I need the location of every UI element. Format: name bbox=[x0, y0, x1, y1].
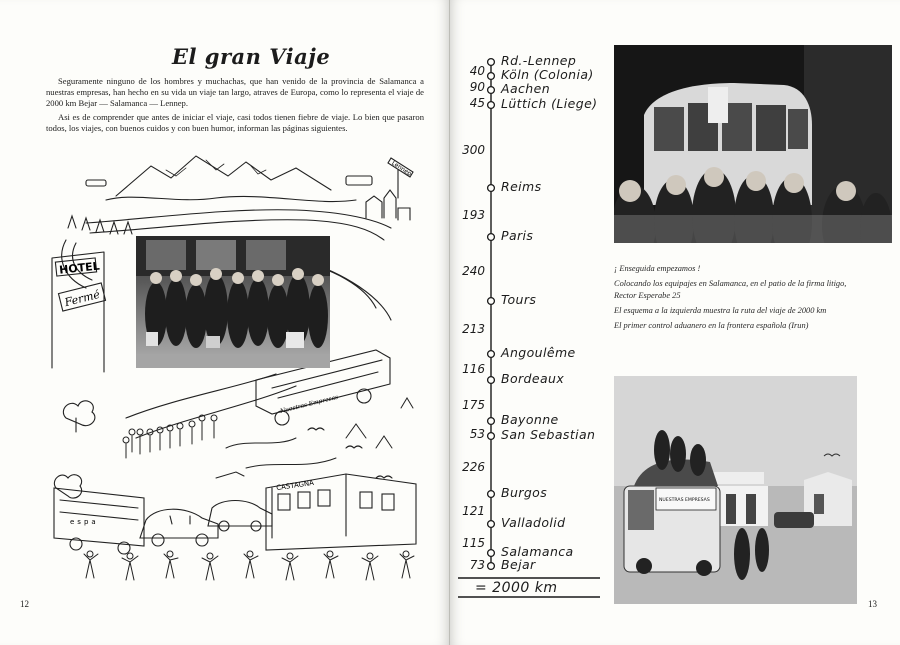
station-sign-text: CASTAGNA bbox=[275, 478, 315, 493]
route-city-burgos: Burgos bbox=[501, 485, 548, 500]
route-city-angouleme: Angoulême bbox=[501, 345, 576, 360]
route-city-tours: Tours bbox=[501, 292, 537, 307]
bus-sign-text: NUESTRAS EMPRESAS bbox=[659, 498, 710, 503]
route-distance: 121 bbox=[462, 504, 485, 518]
caption-1: ¡ Enseguida empezamos ! bbox=[614, 264, 701, 273]
caption-4: El primer control aduanero en la frontera española (Irun) bbox=[614, 321, 809, 331]
dancing-people bbox=[84, 551, 414, 580]
customs-border-photo bbox=[614, 376, 857, 604]
page-number-right: 13 bbox=[868, 599, 877, 609]
small-bus-top bbox=[346, 176, 372, 185]
route-distance: 40 bbox=[469, 64, 485, 78]
route-city-bordeaux: Bordeaux bbox=[501, 371, 565, 386]
caption-2: Colocando los equipajes en Salamanca, en el patio de la firma litigo, Rector Esperabe 25 bbox=[614, 279, 847, 300]
route-distance: 213 bbox=[462, 322, 485, 336]
route-distance: 73 bbox=[469, 558, 485, 572]
route-city-bayonne: Bayonne bbox=[501, 412, 559, 427]
bus-bottom-left bbox=[54, 488, 144, 554]
route-distance: 240 bbox=[462, 264, 485, 278]
page-title: El gran Viaje bbox=[172, 44, 331, 69]
route-distance: 193 bbox=[462, 208, 485, 222]
lennep-sign-top: Lennep bbox=[390, 159, 413, 178]
intro-paragraph-1: Seguramente ninguno de los hombres y muchachas, que han venido de la provincia de Salamanca a nuestras empresas, han hecho en su vida un viaje tan largo, atraves de Europa, como lo representa el viaje de 2000 km Bejar — Salamanca — Lennep. bbox=[46, 76, 424, 109]
bus-side-text: espa bbox=[70, 518, 99, 526]
route-city-reims: Reims bbox=[501, 179, 542, 194]
town-right bbox=[366, 190, 410, 220]
route-distance: 116 bbox=[462, 362, 485, 376]
route-distance: 90 bbox=[469, 80, 485, 94]
route-city-paris: Paris bbox=[501, 228, 534, 243]
route-city-salamanca: Salamanca bbox=[501, 544, 574, 559]
route-city-lennep: Rd.-Lennep bbox=[501, 53, 577, 68]
route-distance: 175 bbox=[462, 398, 485, 412]
total-distance: = 2000 km bbox=[475, 580, 558, 596]
route-distance: 115 bbox=[462, 536, 485, 550]
crowd-drawing bbox=[123, 398, 413, 478]
photo-captions bbox=[614, 263, 858, 335]
route-distance: 226 bbox=[462, 460, 485, 474]
caption-3: El esquema a la izquierda muestra la ruta del viaje de 2000 km bbox=[614, 305, 827, 315]
car-bottom bbox=[140, 509, 218, 538]
bus-loading-photo bbox=[614, 45, 892, 243]
route-distance: 53 bbox=[469, 427, 485, 441]
hotel-sign-text: HOTEL bbox=[58, 259, 101, 277]
page-number-left: 12 bbox=[20, 599, 29, 609]
route-city-koln: Köln (Colonia) bbox=[501, 67, 594, 82]
travel-illustration bbox=[46, 148, 430, 596]
tree-row bbox=[68, 216, 132, 234]
route-city-luttich: Lüttich (Liege) bbox=[501, 96, 598, 111]
route-city-valladolid: Valladolid bbox=[501, 515, 566, 530]
intro-paragraph-2: Asi es de comprender que antes de iniciar el viaje, casi todos tienen fiebre de viaje. Lo bien que pasaron todos, los viajes, con buenos cuidos y con buen humor, informan las páginas siguientes. bbox=[46, 111, 424, 133]
route-city-aachen: Aachen bbox=[501, 81, 551, 96]
intro-text bbox=[46, 76, 424, 136]
route-city-san-sebastian: San Sebastian bbox=[501, 427, 596, 442]
bus-tagline-text: Nuestras Empresas bbox=[279, 393, 339, 415]
route-distance: 45 bbox=[469, 96, 485, 110]
route-city-bejar: Bejar bbox=[501, 557, 536, 572]
group-photo-inset bbox=[136, 236, 330, 368]
ferme-sign-text: Fermé bbox=[63, 287, 102, 310]
route-distance: 300 bbox=[462, 143, 485, 157]
mountains bbox=[106, 156, 356, 202]
